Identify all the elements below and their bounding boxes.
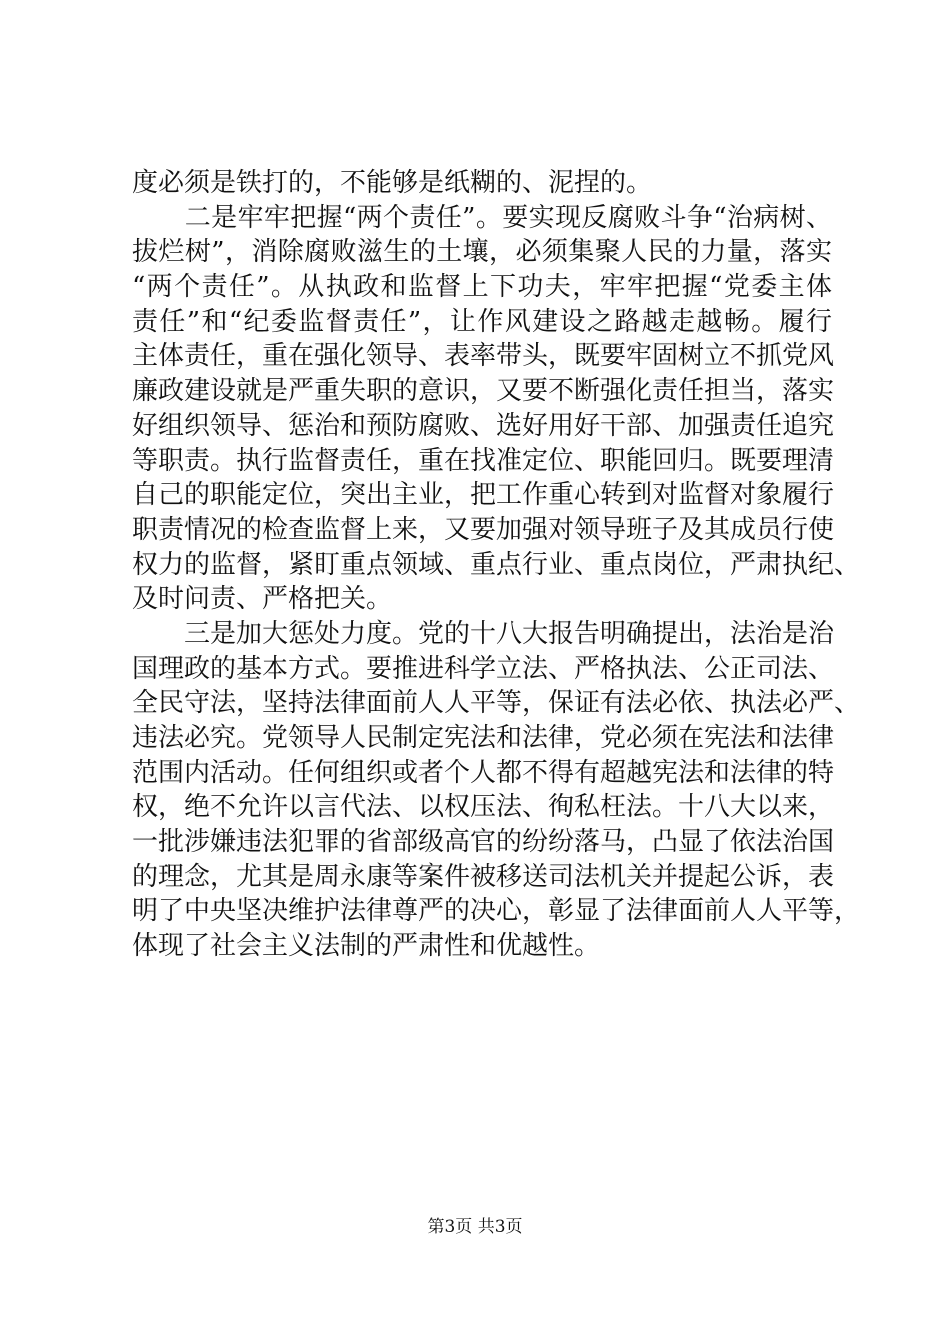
text-line: 好组织领导、惩治和预防腐败、选好用好干部、加强责任追究 [132, 410, 835, 441]
page-number-footer: 第3页 共3页 [427, 1217, 523, 1237]
text-line: 的理念，尤其是周永康等案件被移送司法机关并提起公诉，表 [132, 861, 835, 892]
text-line: 范围内活动。任何组织或者个人都不得有超越宪法和法律的特 [132, 757, 835, 788]
text-line: 权，绝不允许以言代法、以权压法、徇私枉法。十八大以来， [132, 792, 835, 823]
text-line: 自己的职能定位，突出主业，把工作重心转到对监督对象履行 [132, 480, 835, 511]
text-line: 职责情况的检查监督上来，又要加强对领导班子及其成员行使 [132, 514, 835, 545]
text-line: 二是牢牢把握“两个责任”。要实现反腐败斗争“治病树、 [132, 202, 832, 233]
text-line: 体现了社会主义法制的严肃性和优越性。 [132, 931, 601, 962]
body-text [132, 166, 861, 964]
text-line: 廉政建设就是严重失职的意识，又要不断强化责任担当，落实 [132, 376, 835, 407]
text-line: 等职责。执行监督责任，重在找准定位、职能回归。既要理清 [132, 445, 835, 476]
text-line: “两个责任”。从执政和监督上下功夫，牢牢把握“党委主体 [132, 272, 832, 303]
text-line: 权力的监督，紧盯重点领域、重点行业、重点岗位，严肃执纪、 [132, 549, 861, 580]
text-line: 违法必究。党领导人民制定宪法和法律，党必须在宪法和法律 [132, 723, 835, 753]
text-line: 责任”和“纪委监督责任”，让作风建设之路越走越畅。履行 [132, 306, 832, 337]
text-line: 国理政的基本方式。要推进科学立法、严格执法、公正司法、 [132, 653, 835, 684]
text-line: 一批涉嫌违法犯罪的省部级高官的纷纷落马，凸显了依法治国 [132, 827, 835, 858]
text-line: 度必须是铁打的，不能够是纸糊的、泥捏的。 [132, 168, 653, 198]
text-line: 三是加大惩处力度。党的十八大报告明确提出，法治是治 [132, 618, 835, 649]
text-line: 全民守法，坚持法律面前人人平等，保证有法必依、执法必严、 [132, 688, 861, 719]
text-line: 及时问责、严格把关。 [132, 584, 393, 615]
text-line: 拔烂树”，消除腐败滋生的土壤，必须集聚人民的力量，落实 [132, 237, 832, 268]
text-line: 主体责任，重在强化领导、表率带头，既要牢固树立不抓党风 [132, 341, 835, 372]
text-line: 明了中央坚决维护法律尊严的决心，彰显了法律面前人人平等， [132, 896, 861, 927]
